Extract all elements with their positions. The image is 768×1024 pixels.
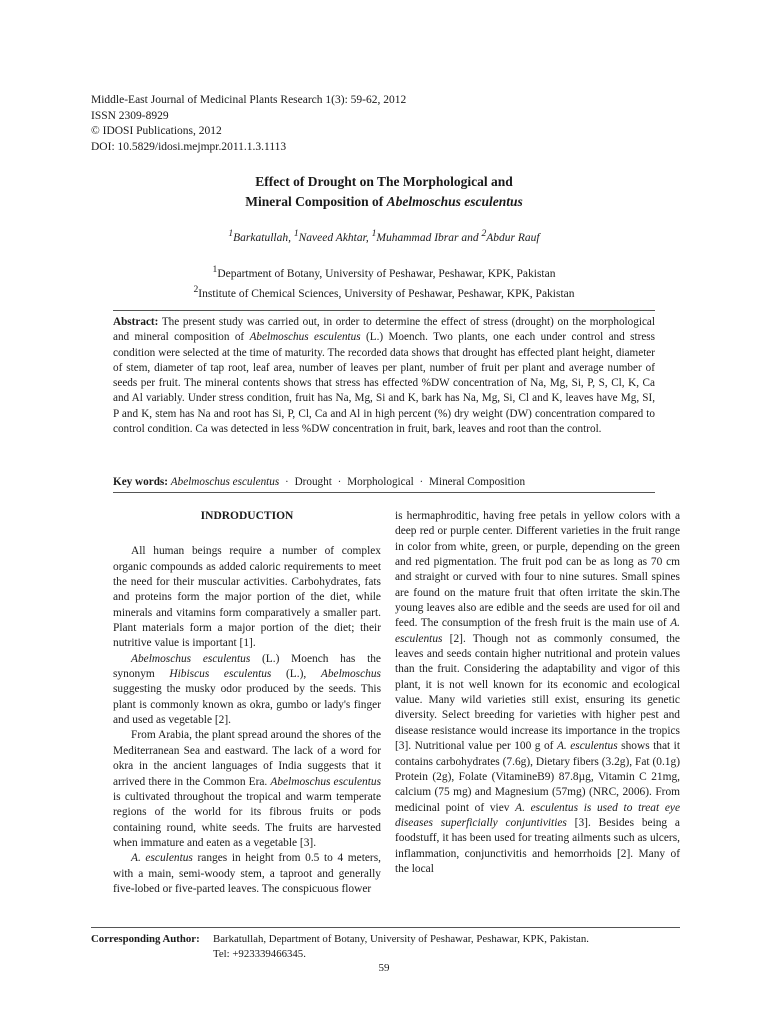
keyword-separator: ·: [285, 476, 289, 488]
left-column: [113, 509, 381, 897]
affiliations: [0, 262, 768, 302]
keyword-4: Mineral Composition: [429, 476, 526, 488]
author-4: Abdur Rauf: [486, 231, 540, 244]
affiliation-2: $^2$Institute of Chemical Sciences, University of Peshawar, Peshawar, KPK, Pakistan: [193, 283, 575, 300]
copyright: © IDOSI Publications, 2012: [91, 125, 222, 137]
journal-info: [91, 93, 406, 155]
issn: ISSN 2309-8929: [91, 109, 169, 122]
section-heading: INDRODUCTION: [200, 510, 294, 522]
title-line-2: Mineral Composition of Abelmoschus esculentus: [245, 194, 523, 209]
page-number: 59: [378, 962, 390, 974]
corresponding-author-text: Barkatullah, Department of Botany, University of Peshawar, Peshawar, KPK, Pakistan.: [213, 933, 589, 945]
keyword-2: Drought: [294, 476, 332, 488]
keywords-label: Key words:: [113, 476, 168, 488]
author-list: $^1$Barkatullah, $^1$Naveed Akhtar, $^1$Muhammad Ibrar and $^2$Abdur Rauf: [228, 228, 540, 244]
keyword-separator: ·: [337, 476, 342, 488]
author-2: Naveed Akhtar,: [298, 231, 372, 244]
paragraph: Abelmoschus esculentus (L.) Moench has the synonym Hibiscus esculentus (L.), Abelmoschus suggesting the musky odor produced by the seeds. This plant is commonly known as okra, gumbo or lady's finger and used as vegetable [2].: [113, 652, 381, 727]
right-column: [395, 509, 680, 877]
keyword-separator: ·: [419, 476, 424, 488]
title-species: Abelmoschus esculentus: [386, 194, 523, 209]
top-divider: [113, 310, 655, 311]
paragraph: A. esculentus ranges in height from 0.5 to 4 meters, with a main, semi-woody stem, a taproot and generally five-lobed or five-parted leaves. The conspicuous flower: [113, 852, 381, 895]
corresponding-author-label: Corresponding Author:: [91, 933, 200, 945]
paper-title: [0, 172, 768, 212]
doi: DOI: 10.5829/idosi.mejmpr.2011.1.3.1113: [91, 140, 287, 153]
journal-citation: Middle-East Journal of Medicinal Plants Research 1(3): 59-62, 2012: [91, 94, 407, 106]
author-1: Barkatullah,: [233, 231, 294, 244]
footer-divider: [91, 927, 680, 928]
corresponding-author: [91, 932, 589, 962]
author-3: Muhammad Ibrar and: [376, 231, 482, 244]
telephone: Tel: +923339466345.: [213, 948, 306, 960]
keywords: [113, 476, 655, 488]
keyword-3: Morphological: [347, 476, 414, 488]
abstract-label: Abstract:: [113, 316, 159, 328]
keyword-1: Abelmoschus esculentus: [170, 476, 280, 488]
title-line-1: Effect of Drought on The Morphological and: [255, 174, 513, 189]
abstract: Abstract: The present study was carried out, in order to determine the effect of stress (drought) on the morphological and mineral composition of Abelmoschus esculentus (L.) Moench. Two plants, one each under control and stress condition were selected at the time of maturity. The recorded data shows that drought has effected plant height, diameter of stem, diameter of tap root, leaf area, number of leaves per plant, number of fruit per plant and average number of seeds per fruit. The mineral contents shows that stress has effected %DW concentration of Na, Mg, Si, P, S, Cl, K, Ca and Al variably. Under stress condition, fruit has Na, Mg, Si and K, bark has Na, Mg, Si, Cl and K, leaves have Mg, SI, P and K, stem has Na and root has Si, P, Cl, Ca and Al in high percent (%) dry weight (DW) concentration compared to control condition. Ca was detected in less %DW concentration in fruit, bark, leaves and root than the control.: [113, 316, 655, 436]
paragraph: From Arabia, the plant spread around the shores of the Mediterranean Sea and eastward. The lack of a word for okra in the ancient languages of India suggests that it arrived there in the Common Era. Abelmoschus esculentus is cultivated throughout the tropical and warm temperate regions of the world for its fibrous fruits or pods containing round, white seeds. The fruits are harvested when immature and eaten as a vegetable [3].: [113, 729, 381, 849]
affiliation-1: $^1$Department of Botany, University of Peshawar, Peshawar, KPK, Pakistan: [212, 264, 556, 280]
keywords-divider: [113, 492, 655, 493]
paragraph: All human beings require a number of complex organic compounds as added caloric requirements to meet the need for their muscular activities. Carbohydrates, fats and proteins form the major portion of the diet, while minerals and vitamins form comparatively a smaller part. Plant materials form a major portion of the diet; their nutritive value is important [1].: [113, 545, 381, 650]
paragraph: is hermaphroditic, having free petals in yellow colors with a deep red or purple center. Different varieties in the fruit range in color from white, green, or purple, depending on the green and red pigmentation. The fruit pod can be as long as 70 cm and straight or curved with four to nine sutures. Small spines are found on the mature fruit that often irritate the skin.The young leaves also are edible and the seeds are used for oil and feed. The consumption of the fresh fruit is the main use of A. esculentus [2]. Though not as commonly consumed, the leaves and seeds contain higher nutritional and protein values than the fruit. Considering the adaptability and vigor of this plant, it is not well known for its economic and ecological value. Many wild varieties still exist, ensuring its genetic diversity. Select breeding for varieties with higher pest and disease resistance would increase its importance in the tropics [3]. Nutritional value per 100 g of A. esculentus shows that it contains carbohydrates (7.6g), Dietary fibers (3.2g), Fat (0.1g) Protein (2g), Folate (VitamineB9) 87.8µg, Vitamin C 21mg, calcium (75 mg) and Magnesium (57mg) (NRC, 2006). From medicinal point of viev A. esculentus is used to treat eye diseases superficially conjuntivities [3]. Besides being a foodstuff, it has been used for treating ailments such as ulcers, inflammation, conjunctivitis and hemorrhoids [2]. Many of the local: [395, 510, 680, 875]
